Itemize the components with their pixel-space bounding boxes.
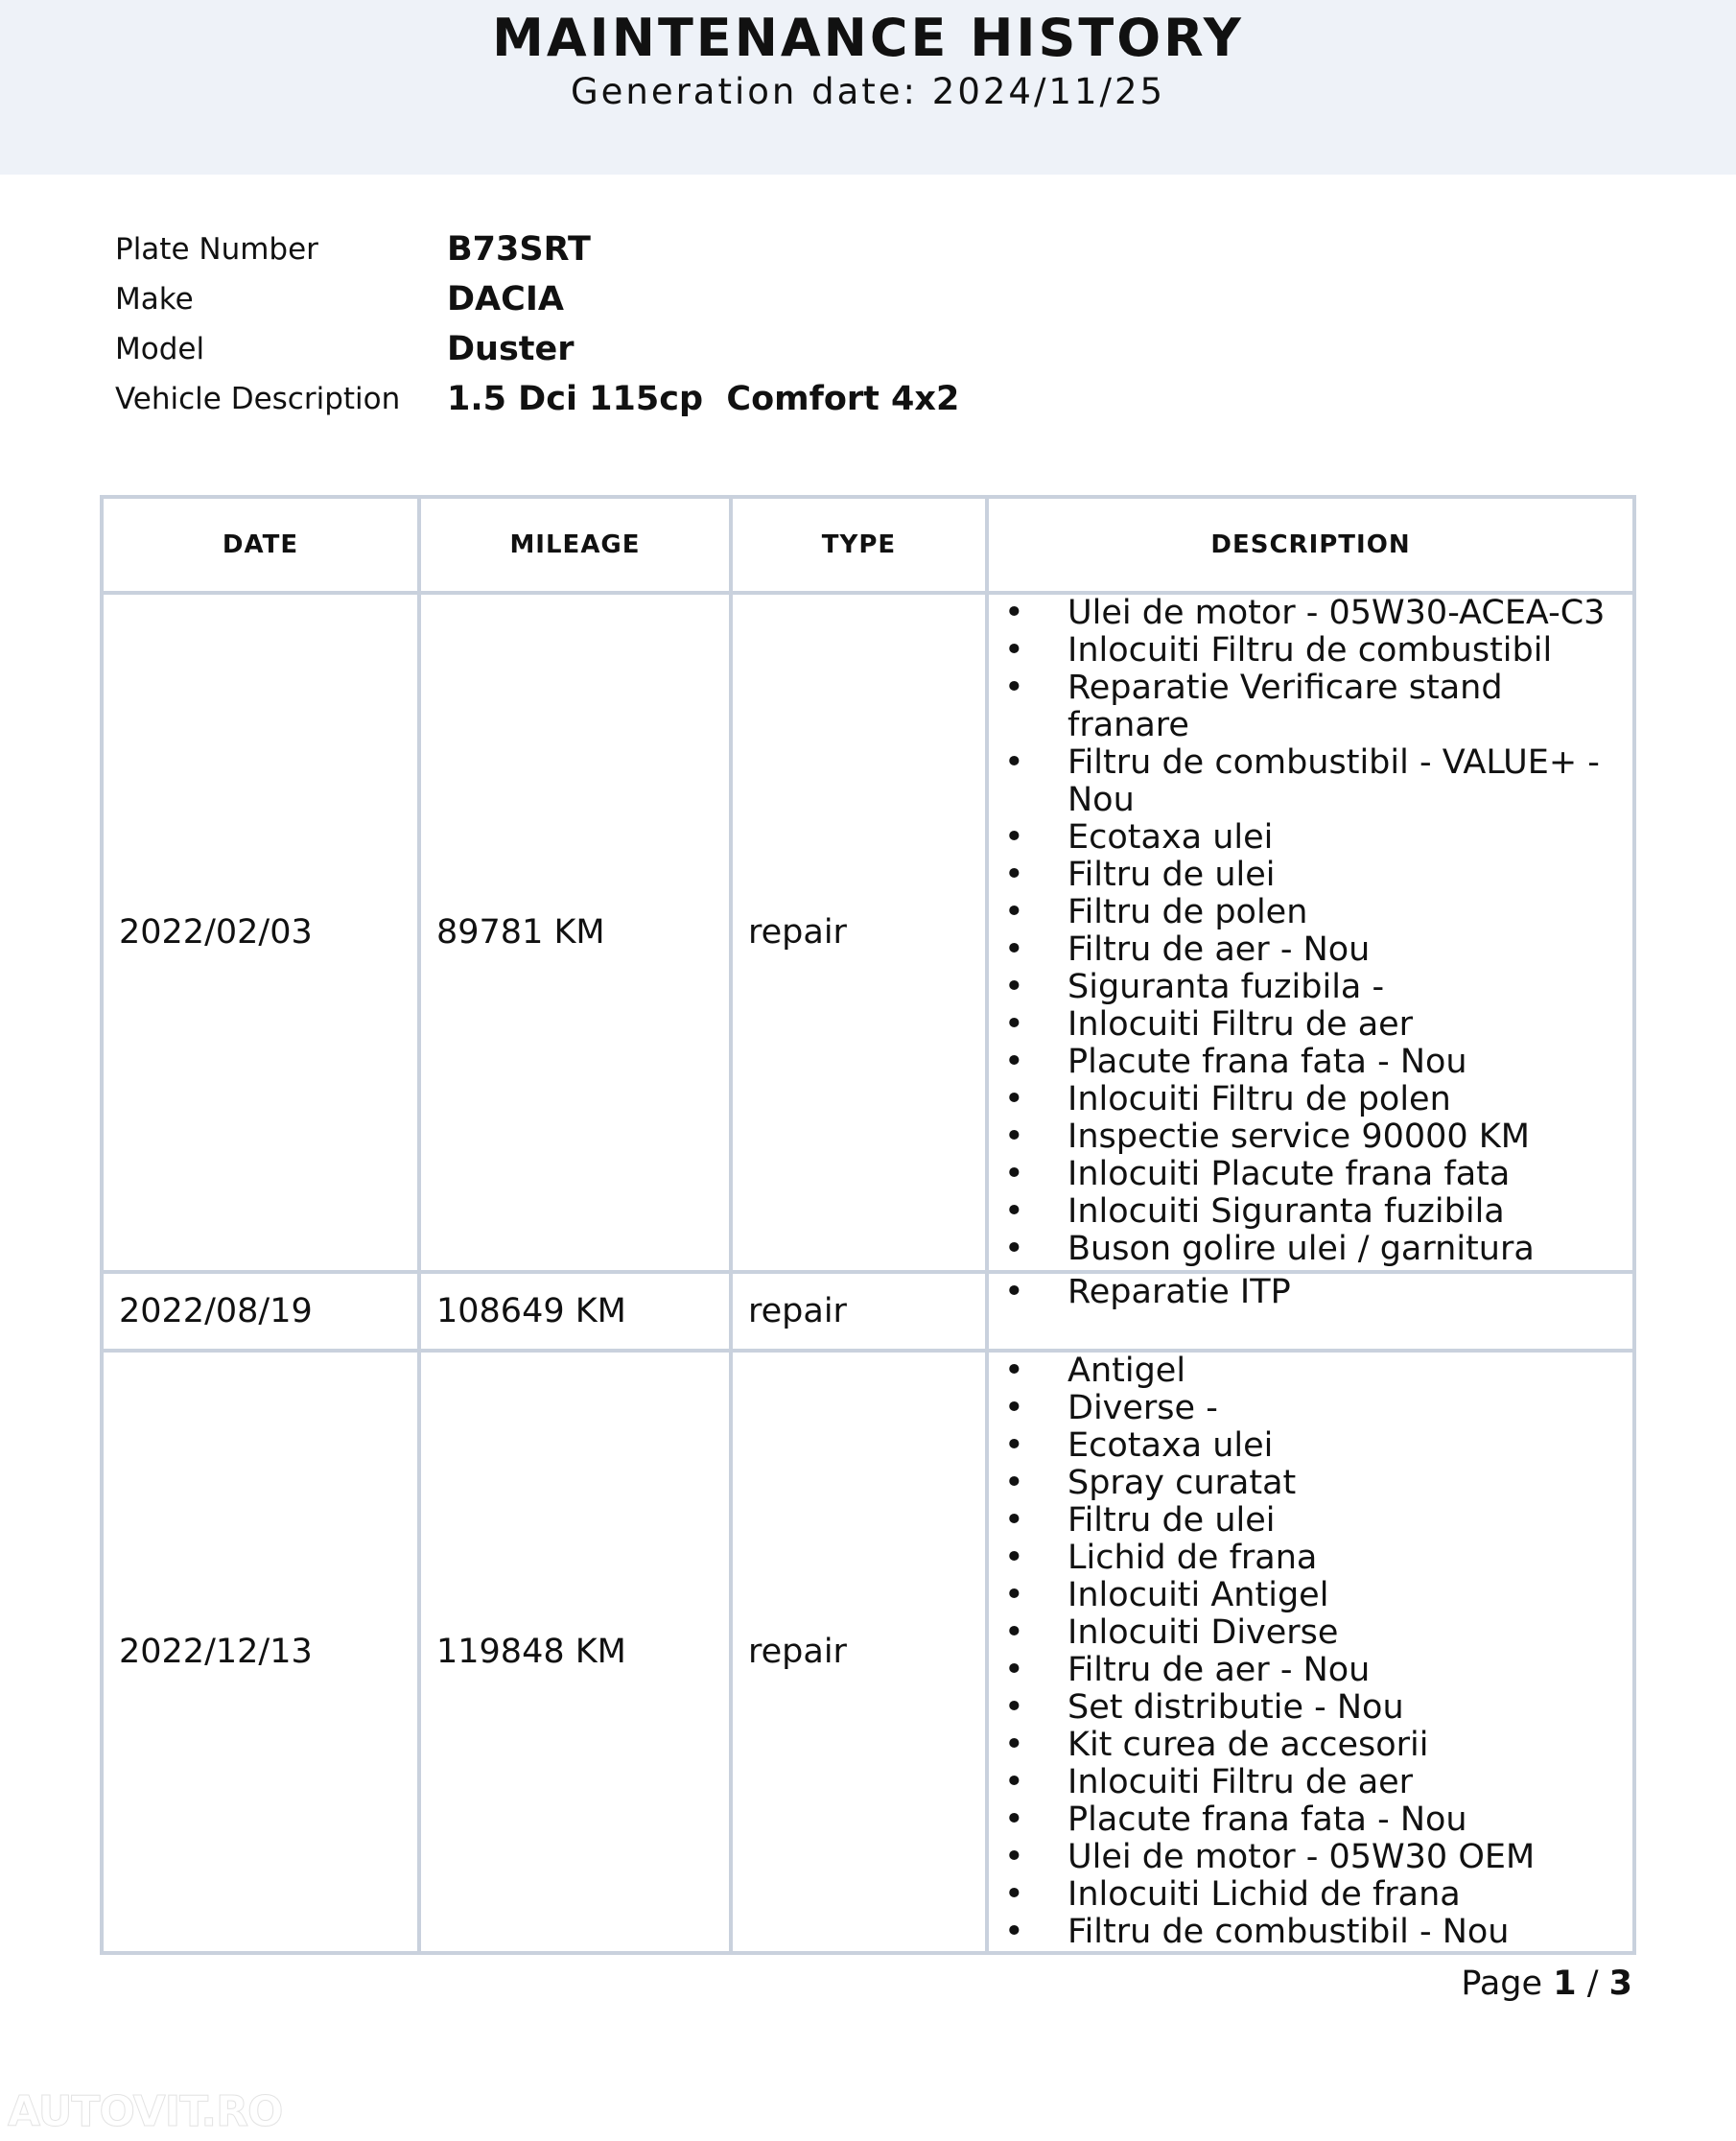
description-item: • Placute frana fata - Nou bbox=[1004, 1044, 1621, 1081]
table-row bbox=[102, 1351, 1634, 1953]
description-item: • Inlocuiti Filtru de polen bbox=[1004, 1081, 1621, 1118]
model-value: Duster bbox=[447, 330, 575, 368]
mileage-cell: 119848 KM bbox=[419, 1351, 731, 1953]
model-row bbox=[115, 324, 959, 374]
description-item: • Inlocuiti Filtru de aer bbox=[1004, 1764, 1621, 1801]
vehicle-description-row bbox=[115, 374, 959, 424]
watermark-logo: AUTOVIT.RO bbox=[8, 2087, 283, 2136]
column-header-mileage: MILEAGE bbox=[419, 497, 731, 593]
description-cell bbox=[987, 1351, 1634, 1953]
date-cell: 2022/08/19 bbox=[102, 1272, 419, 1351]
make-row bbox=[115, 274, 959, 324]
description-item: • Inlocuiti Diverse bbox=[1004, 1614, 1621, 1652]
page-separator: / bbox=[1586, 1965, 1599, 2003]
description-item: • Ulei de motor - 05W30 OEM bbox=[1004, 1839, 1621, 1876]
mileage-cell: 89781 KM bbox=[419, 593, 731, 1272]
page-label: Page bbox=[1461, 1965, 1543, 2003]
current-page: 1 bbox=[1553, 1965, 1577, 2003]
description-item: • Inspectie service 90000 KM bbox=[1004, 1118, 1621, 1156]
generation-line bbox=[0, 69, 1736, 115]
description-item: • Filtru de aer - Nou bbox=[1004, 931, 1621, 969]
description-list bbox=[1004, 595, 1621, 1268]
column-header-description: DESCRIPTION bbox=[987, 497, 1634, 593]
mileage-cell: 108649 KM bbox=[419, 1272, 731, 1351]
description-item: • Inlocuiti Placute frana fata bbox=[1004, 1156, 1621, 1193]
description-item: • Placute frana fata - Nou bbox=[1004, 1801, 1621, 1839]
type-cell: repair bbox=[731, 1351, 987, 1953]
maintenance-table bbox=[100, 495, 1636, 1955]
description-item: • Filtru de ulei bbox=[1004, 857, 1621, 894]
description-list bbox=[1004, 1274, 1621, 1311]
description-item: • Set distributie - Nou bbox=[1004, 1689, 1621, 1727]
description-item: • Filtru de polen bbox=[1004, 894, 1621, 931]
description-item: • Spray curatat bbox=[1004, 1465, 1621, 1502]
description-item: • Ecotaxa ulei bbox=[1004, 1427, 1621, 1465]
plate-label: Plate Number bbox=[115, 232, 318, 267]
description-list bbox=[1004, 1353, 1621, 1951]
make-value: DACIA bbox=[447, 280, 564, 318]
description-item: • Inlocuiti Filtru de combustibil bbox=[1004, 632, 1621, 670]
report-title: MAINTENANCE HISTORY bbox=[492, 8, 1244, 68]
description-cell bbox=[987, 1272, 1634, 1351]
model-label: Model bbox=[115, 332, 205, 366]
make-label: Make bbox=[115, 282, 194, 317]
generation-label: Generation date: bbox=[570, 71, 919, 112]
description-item: • Siguranta fuzibila - bbox=[1004, 969, 1621, 1006]
description-item: • Reparatie Verificare stand franare bbox=[1004, 670, 1621, 744]
vehicle-info bbox=[115, 224, 959, 424]
type-cell: repair bbox=[731, 1272, 987, 1351]
plate-value: B73SRT bbox=[447, 230, 591, 269]
plate-row bbox=[115, 224, 959, 274]
description-item: • Filtru de ulei bbox=[1004, 1502, 1621, 1540]
description-item: • Inlocuiti Filtru de aer bbox=[1004, 1006, 1621, 1044]
table-row bbox=[102, 593, 1634, 1272]
page-indicator bbox=[1461, 1965, 1632, 2003]
column-header-type: TYPE bbox=[731, 497, 987, 593]
description-item: • Buson golire ulei / garnitura bbox=[1004, 1231, 1621, 1268]
date-cell: 2022/12/13 bbox=[102, 1351, 419, 1953]
description-item: • Filtru de aer - Nou bbox=[1004, 1652, 1621, 1689]
type-cell: repair bbox=[731, 593, 987, 1272]
description-item: • Antigel bbox=[1004, 1353, 1621, 1390]
description-item: • Ecotaxa ulei bbox=[1004, 819, 1621, 857]
column-header-date: DATE bbox=[102, 497, 419, 593]
vehicle-description-label: Vehicle Description bbox=[115, 382, 401, 416]
description-item: • Ulei de motor - 05W30-ACEA-C3 bbox=[1004, 595, 1621, 632]
description-item: • Diverse - bbox=[1004, 1390, 1621, 1427]
description-item: • Filtru de combustibil - VALUE+ - Nou bbox=[1004, 744, 1621, 819]
generation-date: 2024/11/25 bbox=[931, 71, 1166, 112]
description-item: • Inlocuiti Antigel bbox=[1004, 1577, 1621, 1614]
description-item: • Inlocuiti Siguranta fuzibila bbox=[1004, 1193, 1621, 1231]
description-item: • Reparatie ITP bbox=[1004, 1274, 1621, 1311]
table-row bbox=[102, 1272, 1634, 1351]
description-item: • Inlocuiti Lichid de frana bbox=[1004, 1876, 1621, 1914]
vehicle-description-value: 1.5 Dci 115cp Comfort 4x2 bbox=[447, 380, 960, 418]
description-item: • Filtru de combustibil - Nou bbox=[1004, 1914, 1621, 1951]
table-header-row bbox=[102, 497, 1634, 593]
total-pages: 3 bbox=[1608, 1965, 1632, 2003]
description-item: • Kit curea de accesorii bbox=[1004, 1727, 1621, 1764]
date-cell: 2022/02/03 bbox=[102, 593, 419, 1272]
description-cell bbox=[987, 593, 1634, 1272]
description-item: • Lichid de frana bbox=[1004, 1540, 1621, 1577]
